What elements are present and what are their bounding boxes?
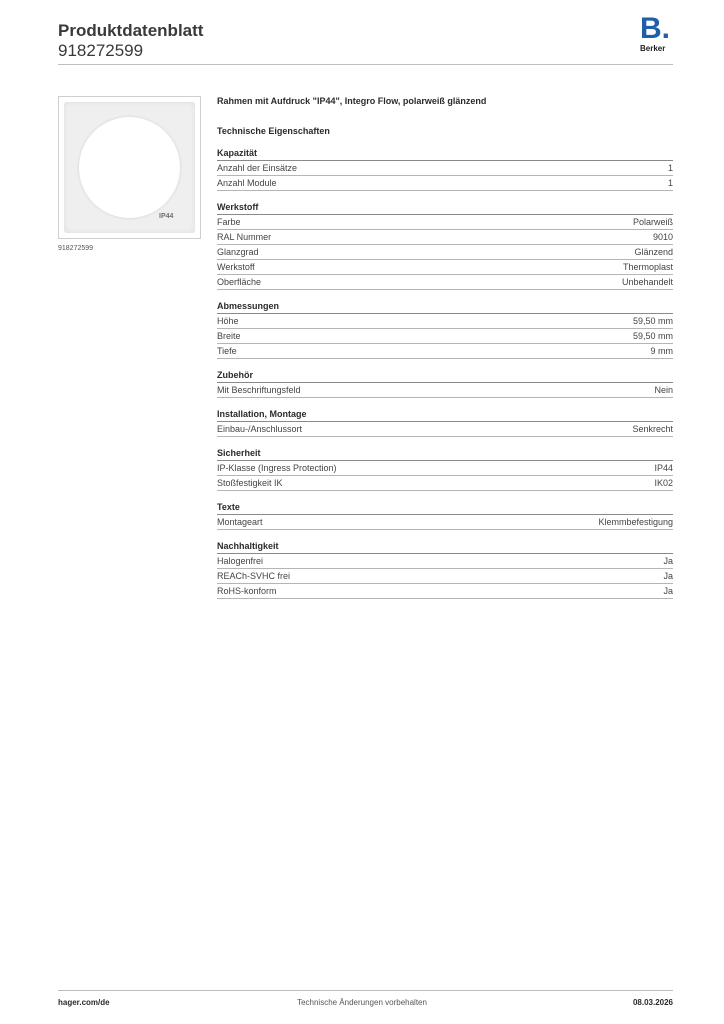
- property-label: Tiefe: [217, 346, 237, 356]
- property-value: 59,50 mm: [632, 331, 673, 341]
- tech-properties-heading: Technische Eigenschaften: [217, 126, 330, 136]
- frame-print-label: IP44: [159, 213, 174, 220]
- section-title: Zubehör: [217, 369, 673, 383]
- property-value: Polarweiß: [632, 217, 673, 227]
- property-row: [217, 515, 673, 530]
- property-value: Ja: [663, 556, 673, 566]
- property-label: Mit Beschriftungsfeld: [217, 385, 301, 395]
- property-value: IP44: [654, 463, 673, 473]
- property-label: Montageart: [217, 517, 263, 527]
- property-label: REACh-SVHC frei: [217, 571, 291, 581]
- property-value: Thermoplast: [622, 262, 673, 272]
- property-label: Halogenfrei: [217, 556, 264, 566]
- property-section: [217, 369, 673, 398]
- property-row: [217, 275, 673, 290]
- property-label: Werkstoff: [217, 262, 255, 272]
- section-title: Installation, Montage: [217, 408, 673, 422]
- logo-brand-name: Berker: [640, 44, 666, 53]
- property-row: [217, 314, 673, 329]
- property-row: [217, 584, 673, 599]
- section-title: Sicherheit: [217, 447, 673, 461]
- property-section: [217, 540, 673, 599]
- property-value: 59,50 mm: [632, 316, 673, 326]
- property-label: Glanzgrad: [217, 247, 259, 257]
- property-row: [217, 554, 673, 569]
- property-section: [217, 447, 673, 491]
- property-label: Anzahl Module: [217, 178, 277, 188]
- property-value: IK02: [654, 478, 673, 488]
- image-caption: 918272599: [58, 245, 94, 252]
- property-section: [217, 408, 673, 437]
- berker-logo: [640, 12, 673, 53]
- property-label: Einbau-/Anschlussort: [217, 424, 303, 434]
- article-number: 918272599: [58, 41, 144, 60]
- footer-date: 08.03.2026: [632, 998, 673, 1007]
- property-row: [217, 569, 673, 584]
- product-details: [217, 95, 673, 599]
- page-title: Produktdatenblatt: [58, 21, 204, 40]
- property-label: Stoßfestigkeit IK: [217, 478, 283, 488]
- property-section: [217, 501, 673, 530]
- frame-plate: [64, 102, 195, 233]
- section-title: Texte: [217, 501, 673, 515]
- section-title: Werkstoff: [217, 201, 673, 215]
- property-row: [217, 344, 673, 359]
- property-row: [217, 461, 673, 476]
- property-row: [217, 422, 673, 437]
- property-value: Nein: [654, 385, 673, 395]
- property-label: IP-Klasse (Ingress Protection): [217, 463, 337, 473]
- property-label: Oberfläche: [217, 277, 262, 287]
- property-value: Ja: [663, 571, 673, 581]
- property-row: [217, 245, 673, 260]
- product-image: [58, 96, 201, 239]
- logo-letter: B.: [640, 12, 670, 45]
- section-title: Abmessungen: [217, 300, 673, 314]
- frame-opening: [79, 117, 180, 218]
- section-title: Nachhaltigkeit: [217, 540, 673, 554]
- property-value: 9 mm: [650, 346, 673, 356]
- section-title: Kapazität: [217, 147, 673, 161]
- property-label: Anzahl der Einsätze: [217, 163, 298, 173]
- property-value: Senkrecht: [632, 424, 673, 434]
- property-label: RAL Nummer: [217, 232, 272, 242]
- property-value: 1: [667, 163, 673, 173]
- footer-website: hager.com/de: [58, 998, 110, 1007]
- property-value: 9010: [652, 232, 673, 242]
- property-section: [217, 201, 673, 290]
- footer-notice: Technische Änderungen vorbehalten: [297, 998, 427, 1007]
- property-section: [217, 300, 673, 359]
- property-row: [217, 230, 673, 245]
- footer-divider: [58, 990, 673, 991]
- property-section: [217, 147, 673, 191]
- document-header: [58, 20, 203, 61]
- property-label: Breite: [217, 331, 241, 341]
- property-value: 1: [667, 178, 673, 188]
- property-row: [217, 215, 673, 230]
- property-row: [217, 476, 673, 491]
- property-value: Glänzend: [634, 247, 673, 257]
- property-value: Ja: [663, 586, 673, 596]
- property-sections: [217, 147, 673, 599]
- property-row: [217, 260, 673, 275]
- property-row: [217, 329, 673, 344]
- property-value: Unbehandelt: [621, 277, 673, 287]
- product-name: Rahmen mit Aufdruck "IP44", Integro Flow, polarweiß glänzend: [217, 96, 487, 106]
- property-value: Klemmbefestigung: [598, 517, 673, 527]
- property-label: Höhe: [217, 316, 239, 326]
- property-row: [217, 161, 673, 176]
- property-label: Farbe: [217, 217, 241, 227]
- property-row: [217, 383, 673, 398]
- property-row: [217, 176, 673, 191]
- property-label: RoHS-konform: [217, 586, 277, 596]
- header-divider: [58, 64, 673, 65]
